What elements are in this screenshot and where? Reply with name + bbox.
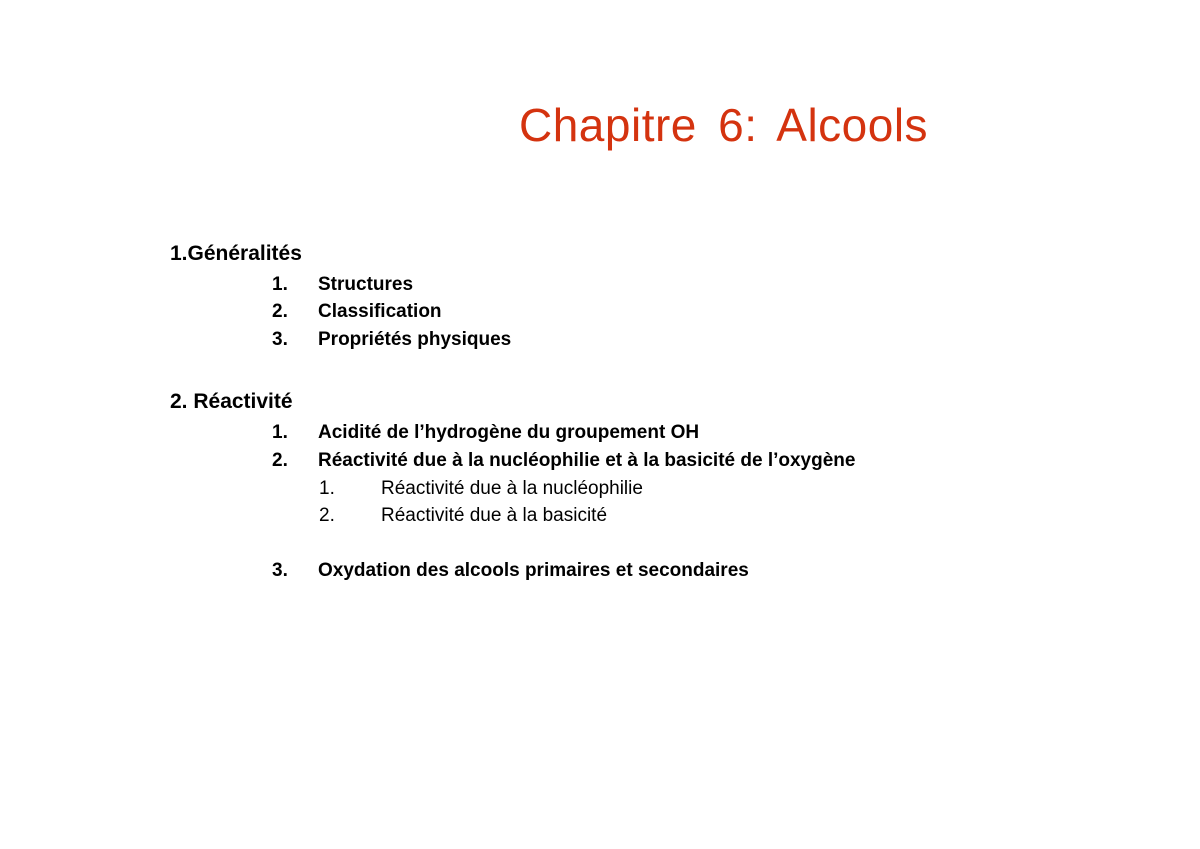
list-item-text: Acidité de l’hydrogène du groupement OH (318, 422, 700, 443)
list-item-number: 1. (272, 422, 288, 443)
sub-item-text: Réactivité due à la nucléophilie (381, 478, 643, 499)
list-item-text: Classification (318, 301, 442, 322)
list-item-text: Structures (318, 274, 414, 295)
list-item-text: Propriétés physiques (318, 329, 512, 350)
sub-item-number: 1. (319, 478, 335, 499)
section-heading-generalites: 1.Généralités (170, 242, 302, 265)
section-heading-reactivite: 2. Réactivité (170, 390, 293, 413)
list-item-text: Oxydation des alcools primaires et secondaires (318, 560, 749, 581)
list-item-number: 2. (272, 301, 288, 322)
list-item-number: 1. (272, 274, 288, 295)
sub-item-number: 2. (319, 505, 335, 526)
list-item-text: Réactivité due à la nucléophilie et à la basicité de l’oxygène (318, 450, 856, 471)
sub-item-text: Réactivité due à la basicité (381, 505, 608, 526)
page-title: Chapitre 6: Alcools (519, 99, 929, 151)
list-item-number: 2. (272, 450, 288, 471)
list-item-number: 3. (272, 560, 288, 581)
list-item-number: 3. (272, 329, 288, 350)
